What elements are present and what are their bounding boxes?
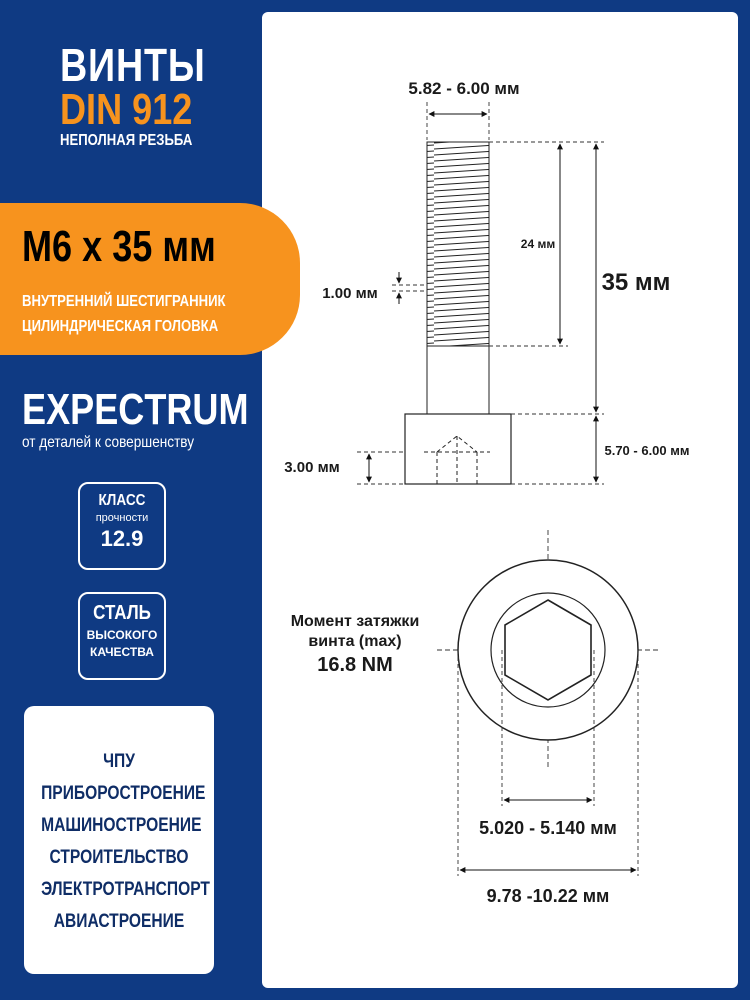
list-item: МАШИНОСТРОЕНИЕ (41, 815, 202, 836)
head-height-label: 5.70 - 6.00 мм (604, 443, 690, 458)
strength-label: прочности (95, 512, 149, 524)
product-title: ВИНТЫ (60, 39, 206, 91)
list-item: ЧПУ (103, 751, 135, 772)
steel-line3: КАЧЕСТВА (90, 645, 154, 659)
list-item: СТРОИТЕЛЬСТВО (49, 847, 189, 868)
brand-logo: EXPECTRUM (22, 385, 249, 434)
socket-depth-label: 3.00 мм (284, 459, 340, 476)
bolt-head (405, 414, 511, 484)
total-length-label: 35 мм (601, 269, 671, 296)
head-diameter-label: 9.78 -10.22 мм (486, 886, 610, 906)
class-label: КЛАСС (98, 492, 146, 509)
product-size: M6 x 35 мм (22, 222, 216, 271)
socket-width-label: 5.020 - 5.140 мм (479, 818, 617, 838)
thread-diameter-label: 5.82 - 6.00 мм (408, 79, 520, 98)
torque-label-line2: винта (max) (308, 633, 402, 650)
steel-line2: ВЫСОКОГО (86, 628, 158, 642)
thread-type-label: НЕПОЛНАЯ РЕЗЬБА (60, 132, 193, 149)
brand-tagline: от деталей к совершенству (22, 434, 195, 451)
thread-length-label: 24 мм (520, 237, 556, 251)
head-inner-circle (491, 593, 605, 707)
torque-label-line1: Момент затяжки (290, 613, 420, 630)
unthreaded-shank (427, 346, 489, 414)
pitch-label: 1.00 мм (322, 285, 378, 302)
class-value: 12.9 (100, 526, 144, 551)
head-drive-label: ВНУТРЕННИЙ ШЕСТИГРАННИК (22, 293, 226, 310)
standard-label: DIN 912 (60, 85, 193, 134)
steel-label: СТАЛЬ (93, 602, 151, 624)
threaded-shank (427, 142, 489, 346)
head-shape-label: ЦИЛИНДРИЧЕСКАЯ ГОЛОВКА (22, 318, 219, 335)
list-item: ЭЛЕКТРОТРАНСПОРТ (41, 879, 210, 900)
bolt-top-view (437, 530, 660, 770)
list-item: ПРИБОРОСТРОЕНИЕ (41, 783, 206, 804)
torque-value: 16.8 NM (317, 654, 393, 676)
list-item: АВИАСТРОЕНИЕ (53, 911, 185, 932)
bolt-side-view (405, 142, 511, 484)
